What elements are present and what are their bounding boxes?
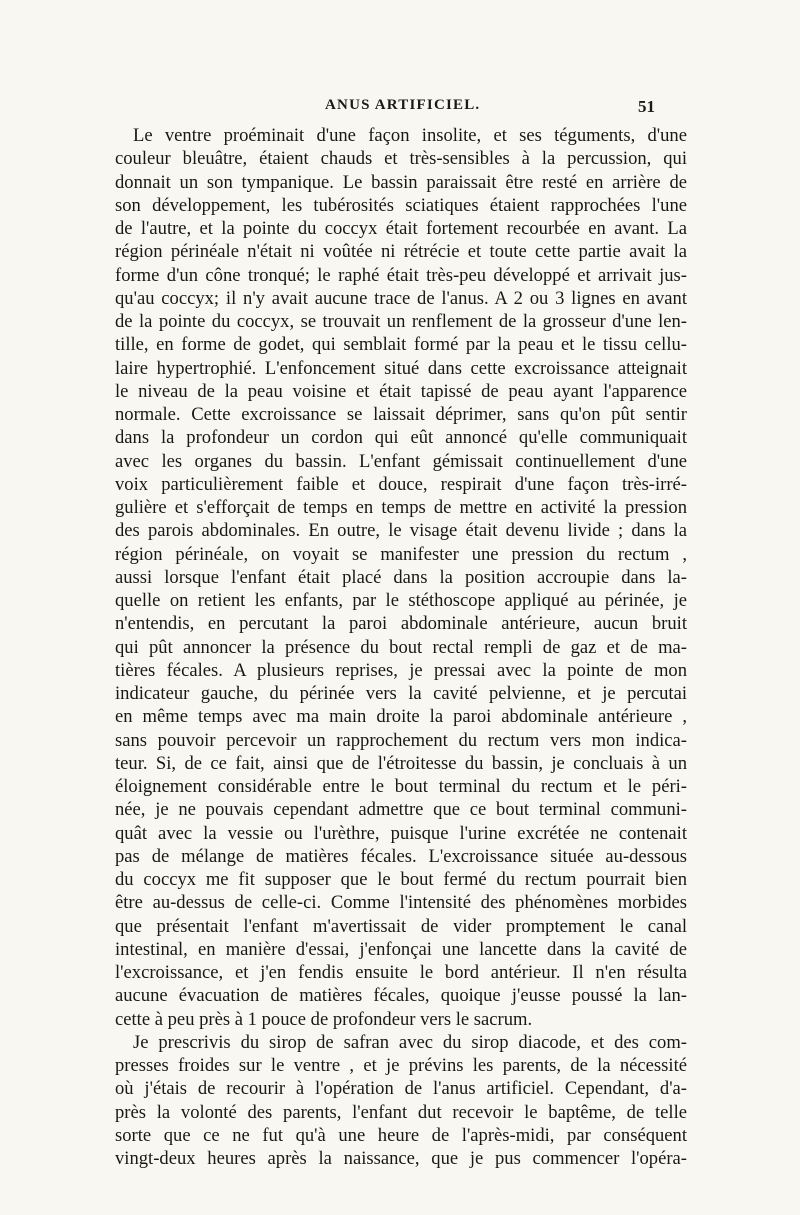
text-line: où j'étais de recourir à l'opération de l'anus artificiel. Cependant, d'a- <box>115 1078 687 1100</box>
page-header <box>115 97 655 121</box>
body-text <box>115 124 687 1170</box>
text-line: de la pointe du coccyx, se trouvait un renflement de la grosseur d'une len- <box>115 311 687 332</box>
text-line: gulière et s'efforçait de temps en temps de mettre en activité la pression <box>115 497 687 518</box>
text-line: intestinal, en manière d'essai, j'enfonçai une lancette dans la cavité de <box>115 938 687 960</box>
page-number: 51 <box>638 97 655 116</box>
text-line: sorte que ce ne fut qu'à une heure de l'après-midi, par conséquent <box>115 1124 687 1146</box>
text-line: être au-dessus de celle-ci. Comme l'intensité des phénomènes morbides <box>115 892 687 914</box>
text-line: Le ventre proéminait d'une façon insolite, et ses téguments, d'une <box>133 125 687 146</box>
text-line: région périnéale, on voyait se manifester une pression du rectum , <box>115 543 687 565</box>
text-line: normale. Cette excroissance se laissait déprimer, sans qu'on pût sentir <box>115 404 687 425</box>
text-line: région périnéale n'était ni voûtée ni rétrécie et toute cette partie avait la <box>115 241 687 263</box>
text-line: quelle on retient les enfants, par le stéthoscope appliqué au périnée, je <box>115 590 687 611</box>
text-line: que présentait l'enfant m'avertissait de vider promptement le canal <box>115 915 687 937</box>
text-line: qu'au coccyx; il n'y avait aucune trace de l'anus. A 2 ou 3 lignes en avant <box>115 287 687 309</box>
text-line: le niveau de la peau voisine et était tapissé de peau ayant l'apparence <box>115 380 687 402</box>
text-line: n'entendis, en percutant la paroi abdominale antérieure, aucun bruit <box>115 613 687 635</box>
text-line: presses froides sur le ventre , et je prévins les parents, de la nécessité <box>115 1055 687 1076</box>
text-line: quât avec la vessie ou l'urèthre, puisque l'urine excrétée ne contenait <box>115 822 687 844</box>
text-line: l'excroissance, et j'en fendis ensuite le bord antérieur. Il n'en résulta <box>115 962 687 983</box>
text-line: sans pouvoir percevoir un rapprochement du rectum vers mon indica- <box>115 729 687 751</box>
text-line: née, je ne pouvais cependant admettre que ce bout terminal communi- <box>115 799 687 821</box>
text-line: Je prescrivis du sirop de safran avec du sirop diacode, et des com- <box>133 1031 687 1053</box>
text-line: laire hypertrophié. L'enfoncement situé dans cette excroissance atteignait <box>115 357 687 379</box>
paragraph <box>115 124 687 1031</box>
text-line: couleur bleuâtre, étaient chauds et très-sensibles à la percussion, qui <box>115 148 687 170</box>
text-line: avec les organes du bassin. L'enfant gémissait continuellement d'une <box>115 450 687 472</box>
text-line: tières fécales. A plusieurs reprises, je pressai avec la pointe de mon <box>115 659 687 681</box>
text-line: teur. Si, de ce fait, ainsi que de l'étroitesse du bassin, je concluais à un <box>115 752 687 774</box>
text-line: forme d'un cône tronqué; le raphé était très-peu développé et arrivait jus- <box>115 264 687 286</box>
text-line: près la volonté des parents, l'enfant dut recevoir le baptême, de telle <box>115 1101 687 1123</box>
text-line: dans la profondeur un cordon qui eût annoncé qu'elle communiquait <box>115 427 687 449</box>
text-line: donnait un son tympanique. Le bassin paraissait être resté en arrière de <box>115 171 687 193</box>
text-line: aucune évacuation de matières fécales, quoique j'eusse poussé la lan- <box>115 985 687 1007</box>
text-line: voix particulièrement faible et douce, respirait d'une façon très-irré- <box>115 473 687 495</box>
text-line: cette à peu près à 1 pouce de profondeur vers le sacrum. <box>115 1008 533 1030</box>
text-line: des parois abdominales. En outre, le visage était devenu livide ; dans la <box>115 520 687 542</box>
text-line: pas de mélange de matières fécales. L'excroissance située au-dessous <box>115 845 687 867</box>
running-title: ANUS ARTIFICIEL. <box>325 97 481 113</box>
text-line: indicateur gauche, du périnée vers la cavité pelvienne, et je percutai <box>115 683 687 704</box>
text-line: en même temps avec ma main droite la paroi abdominale antérieure , <box>115 706 687 728</box>
text-line: du coccyx me fit supposer que le bout fermé du rectum pourrait bien <box>115 869 687 890</box>
text-line: éloignement considérable entre le bout terminal du rectum et le péri- <box>115 776 687 797</box>
paragraph <box>115 1031 687 1171</box>
text-line: son développement, les tubérosités sciatiques étaient rapprochées l'une <box>115 194 687 216</box>
text-line: de l'autre, et la pointe du coccyx était fortement recourbée en avant. La <box>115 218 687 239</box>
text-line: aussi lorsque l'enfant était placé dans la position accroupie dans la- <box>115 566 687 588</box>
text-line: tille, en forme de godet, qui semblait formé par la peau et le tissu cellu- <box>115 334 687 356</box>
text-line: qui pût annoncer la présence du bout rectal rempli de gaz et de ma- <box>115 636 687 658</box>
text-line: vingt-deux heures après la naissance, que je pus commencer l'opéra- <box>115 1148 687 1169</box>
